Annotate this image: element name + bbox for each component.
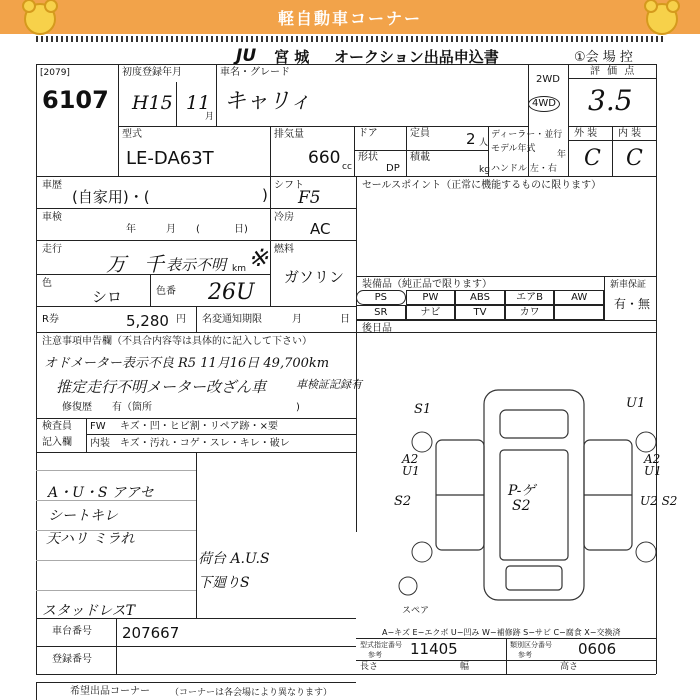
mark-u1-left: U1 — [402, 464, 420, 478]
mileage-man: 万 — [106, 252, 126, 276]
fuel-label: 燃料 — [274, 244, 294, 255]
inspector-label: 検査員 — [42, 421, 72, 432]
venue-copy-label: ①会 場 控 — [574, 50, 633, 65]
capacity-label: 定員 — [410, 128, 430, 139]
fuel-value: ガソリン — [284, 268, 345, 286]
model-label: 型式 — [122, 129, 142, 140]
shape-value: DP — [386, 163, 400, 174]
dealer-label: ディーラー・並行 — [491, 130, 563, 140]
mileage-sen: 千 — [144, 252, 164, 276]
history-label: 車歴 — [42, 180, 62, 191]
notice-label: 名変通知期限 — [202, 314, 262, 325]
score-label: 評 価 点 — [590, 66, 637, 77]
lot-code: [2079] — [40, 68, 70, 78]
equip-leather: カワ — [505, 305, 555, 320]
shape-label: 形状 — [358, 152, 378, 163]
equip-ps: PS — [356, 290, 406, 305]
class-spec-value: 0606 — [578, 640, 617, 658]
notes-label: 注意事項申告欄（不具合内容等は具体的に記入して下さい） — [42, 336, 312, 347]
aircon-label: 冷房 — [274, 212, 294, 223]
equip-sr: SR — [356, 305, 406, 320]
footer-note: （コーナーは各会場により異なります） — [170, 688, 333, 698]
mark-s2-left: S2 — [394, 494, 412, 509]
history-value: (自家用)・( — [72, 188, 150, 206]
entry-label: 記入欄 — [42, 437, 72, 448]
mark-center-s2: S2 — [512, 498, 531, 514]
wheel-rear-left-icon — [412, 542, 432, 562]
equip-abs: ABS — [455, 290, 505, 305]
remark-1: A・U・S アアセ — [48, 485, 154, 501]
interior-grade: C — [626, 146, 643, 171]
mark-a2-left: A2 — [402, 452, 419, 466]
fw-label: FW — [90, 421, 106, 432]
check-row1: キズ・凹・ヒビ割・リペア跡・×要 — [120, 421, 278, 432]
equipment-label: 装備品（純正品で限ります） — [362, 279, 492, 290]
mark-u2s2-right: U2 S2 — [640, 494, 678, 508]
equip-tv: TV — [455, 305, 505, 320]
displacement-label: 排気量 — [274, 129, 304, 140]
mileage-mark: ※ — [248, 244, 269, 272]
wheel-rear-right-icon — [636, 542, 656, 562]
equipment-grid — [356, 290, 604, 320]
equip-navi: ナビ — [406, 305, 456, 320]
header-title: 軽自動車コーナー — [277, 9, 422, 28]
drive-2wd: 2WD — [536, 74, 560, 85]
registration-label: 初度登録年月 — [122, 67, 182, 78]
color-code-label: 色番 — [156, 286, 176, 297]
color-label: 色 — [42, 278, 52, 289]
color-code-value: 26U — [208, 280, 255, 305]
frame-number-value: 207667 — [122, 624, 180, 642]
registration-month: 11 — [186, 92, 211, 114]
interior-label: 内 装 — [618, 128, 642, 139]
mark-center: P-ゲ — [508, 483, 536, 499]
car-name-label: 車名・グレード — [220, 67, 290, 78]
class-spec-label: 類別区分番号 — [510, 641, 552, 649]
mark-u1-right: U1 — [644, 464, 662, 478]
mileage-note: 表示不明 — [166, 256, 227, 274]
handle-label: ハンドル 左・右 — [491, 164, 557, 174]
score-value: 3.5 — [588, 84, 633, 117]
doors-label: ドア — [358, 128, 378, 139]
notes-line2: 推定走行不明メーター改ざん車 — [56, 378, 267, 396]
recycle-label: R券 — [42, 314, 59, 325]
inspection-label: 車検 — [42, 212, 62, 223]
rear-gate — [506, 566, 562, 590]
capacity-value: 2 — [466, 130, 476, 148]
mark-s1: S1 — [414, 402, 432, 417]
sales-point-label: セールスポイント（正常に機能するものに限ります） — [362, 180, 602, 191]
type-spec-value: 11405 — [410, 640, 458, 658]
cargo-bed — [500, 450, 568, 560]
equip-empty — [554, 305, 604, 320]
aircon-value: AC — [310, 220, 331, 238]
mark-u1-top: U1 — [626, 396, 646, 411]
rear-label: 後日品 — [362, 323, 392, 334]
equip-airbag: エアB — [505, 290, 555, 305]
notes-line1: オドメーター表示不良 R5 11月16日 49,700km — [44, 356, 330, 371]
interior-tag: 内装 — [90, 438, 110, 449]
dim-width: 幅 — [460, 662, 470, 672]
new-warranty-value: 有・無 — [614, 297, 651, 311]
equip-pw: PW — [406, 290, 456, 305]
notes-line2b: 車検証記録有 — [296, 378, 362, 391]
car-name: キャリィ — [224, 89, 312, 114]
dim-length: 長さ — [360, 662, 379, 672]
check-row2: キズ・汚れ・コゲ・スレ・キレ・破レ — [120, 438, 290, 449]
damage-legend: A−キズ E−エクボ U−凹み W−補修跡 S−サビ C−腐食 X−交換済 — [382, 628, 621, 637]
shift-value: F5 — [298, 188, 321, 208]
perforation-strip — [36, 36, 664, 42]
remark-3: 天ハリ ミラれ — [46, 531, 135, 547]
remark-2: シートキレ — [48, 508, 118, 524]
frame-number-label: 車台番号 — [52, 626, 92, 637]
recycle-value: 5,280 — [126, 312, 169, 330]
wheel-front-left-icon — [412, 432, 432, 452]
color-value: シロ — [92, 288, 123, 306]
plate-label: 登録番号 — [52, 654, 92, 665]
form-title: オークション出品申込書 — [334, 48, 499, 66]
model-value: LE-DA63T — [126, 148, 214, 169]
drive-4wd-circled: 4WD — [528, 96, 560, 112]
spare-label: スペア — [402, 606, 430, 616]
lot-number: 6107 — [42, 86, 109, 114]
shift-label: シフト — [274, 180, 304, 191]
repair-history-label: 修復歴 有（箇所 — [62, 402, 152, 413]
new-warranty-label: 新車保証 — [610, 280, 647, 290]
remark-6: スタッドレスT — [42, 603, 135, 619]
ju-logo: JU — [236, 46, 257, 66]
model-year-label: モデル年式 — [491, 144, 536, 154]
footer-label: 希望出品コーナー — [70, 686, 150, 697]
remark-4: 荷台 A.U.S — [198, 551, 270, 567]
org-name: 宮 城 — [274, 48, 310, 66]
equip-aw: AW — [554, 290, 604, 305]
dim-height: 高さ — [560, 662, 579, 672]
windshield — [500, 410, 568, 438]
wheel-front-right-icon — [636, 432, 656, 452]
exterior-label: 外 装 — [574, 128, 598, 139]
mark-a2-right: A2 — [644, 452, 661, 466]
remark-5: 下廻りS — [198, 575, 250, 591]
type-spec-label: 型式指定番号 — [360, 641, 402, 649]
load-label: 積載 — [410, 152, 430, 163]
exterior-grade: C — [584, 146, 601, 171]
registration-era: H15 — [132, 92, 173, 114]
mileage-label: 走行 — [42, 244, 62, 255]
displacement-value: 660 — [308, 148, 341, 168]
spare-tire-icon — [399, 577, 417, 595]
